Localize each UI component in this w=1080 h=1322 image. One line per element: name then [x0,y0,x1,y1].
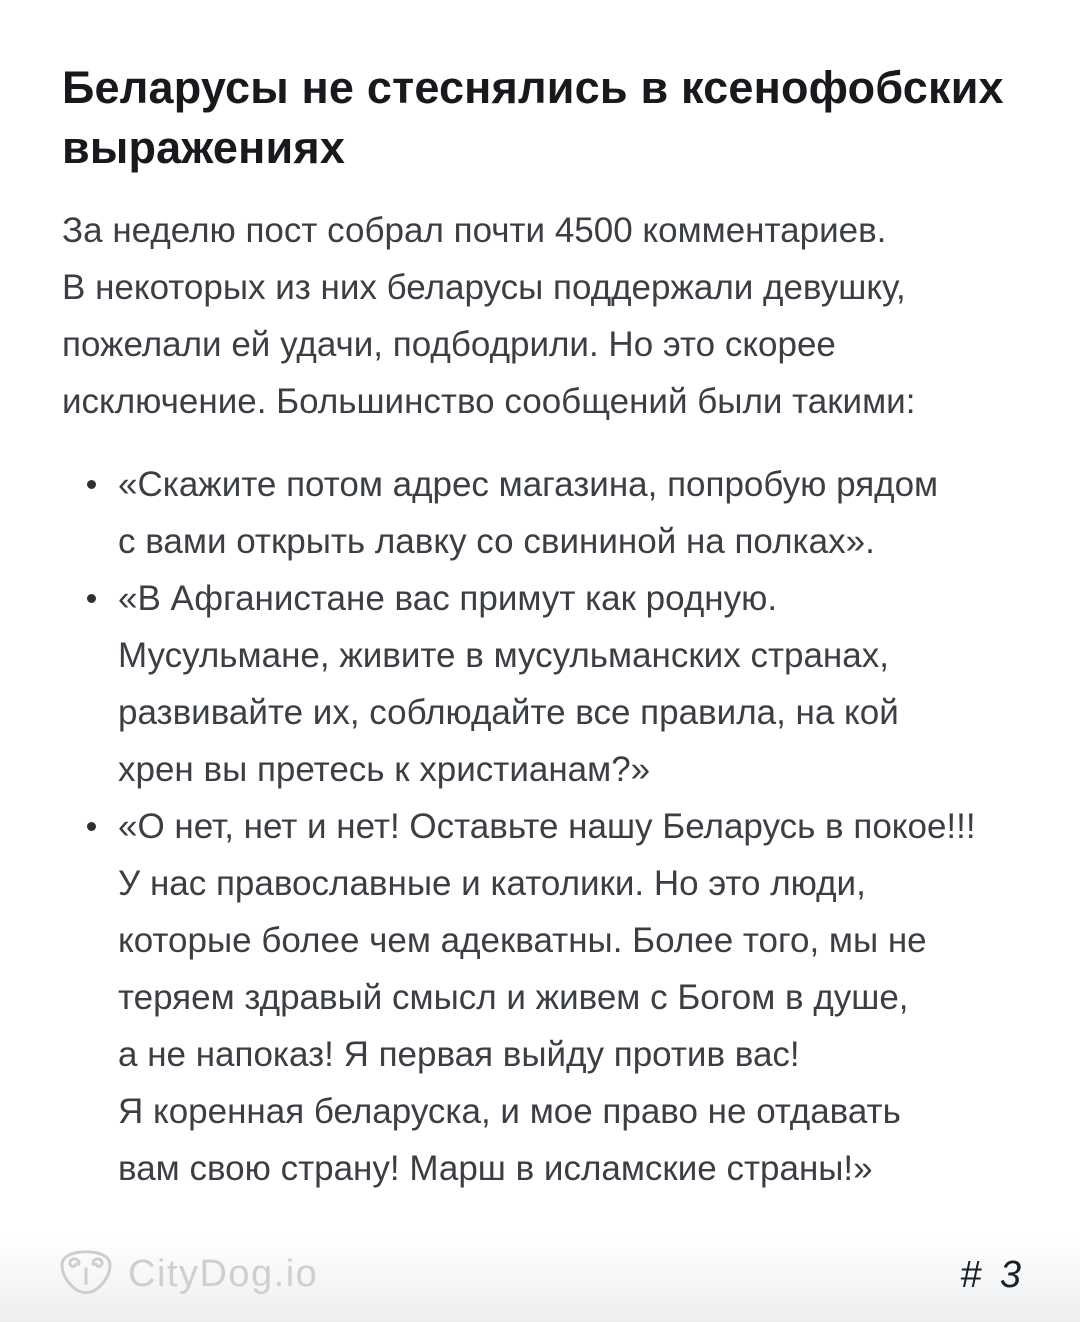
article [62,0,1022,1197]
text-line: «Скажите потом адрес магазина, попробую рядом [118,465,939,504]
text-line: «О нет, нет и нет! Оставьте нашу Беларусь в покое!!! [118,807,976,846]
list-item [62,570,1022,798]
text-line: У нас православные и католики. Но это люди, [118,864,866,903]
text-line: выражениях [62,122,346,173]
footer [0,1244,1080,1304]
text-line: «В Афганистане вас примут как родную. [118,579,778,618]
page-number: # 3 [960,1254,1025,1296]
text-line: За неделю пост собрал почти 4500 комментариев. [62,211,887,250]
article-title [62,58,1022,178]
list-item [62,798,1022,1197]
bullet-icon [87,480,96,489]
text-line: вам свою страну! Марш в исламские страны!» [118,1149,873,1188]
text-line: Мусульмане, живите в мусульманских странах, [118,636,889,675]
comments-list [62,456,1022,1197]
text-line: теряем здравый смысл и живем с Богом в душе, [118,978,909,1017]
text-line: пожелали ей удачи, подбодрили. Но это скорее [62,325,836,364]
text-line: Я коренная беларуска, и мое право не отдавать [118,1092,901,1131]
text-line: В некоторых из них беларусы поддержали девушку, [62,268,906,307]
dog-nose-icon [58,1248,114,1301]
text-line: хрен вы претесь к христианам?» [118,750,651,789]
list-item [62,456,1022,570]
intro-paragraph [62,202,1022,430]
citydog-logo [58,1248,318,1301]
text-line: с вами открыть лавку со свининой на полках». [118,522,875,561]
text-line: исключение. Большинство сообщений были такими: [62,382,916,421]
text-line: развивайте их, соблюдайте все правила, на кой [118,693,899,732]
text-line: Беларусы не стеснялись в ксенофобских [62,62,1004,113]
logo-text: CityDog.io [128,1253,319,1295]
bullet-icon [87,594,96,603]
bullet-icon [87,822,96,831]
text-line: а не напоказ! Я первая выйду против вас! [118,1035,800,1074]
text-line: которые более чем адекватны. Более того, мы не [118,921,927,960]
